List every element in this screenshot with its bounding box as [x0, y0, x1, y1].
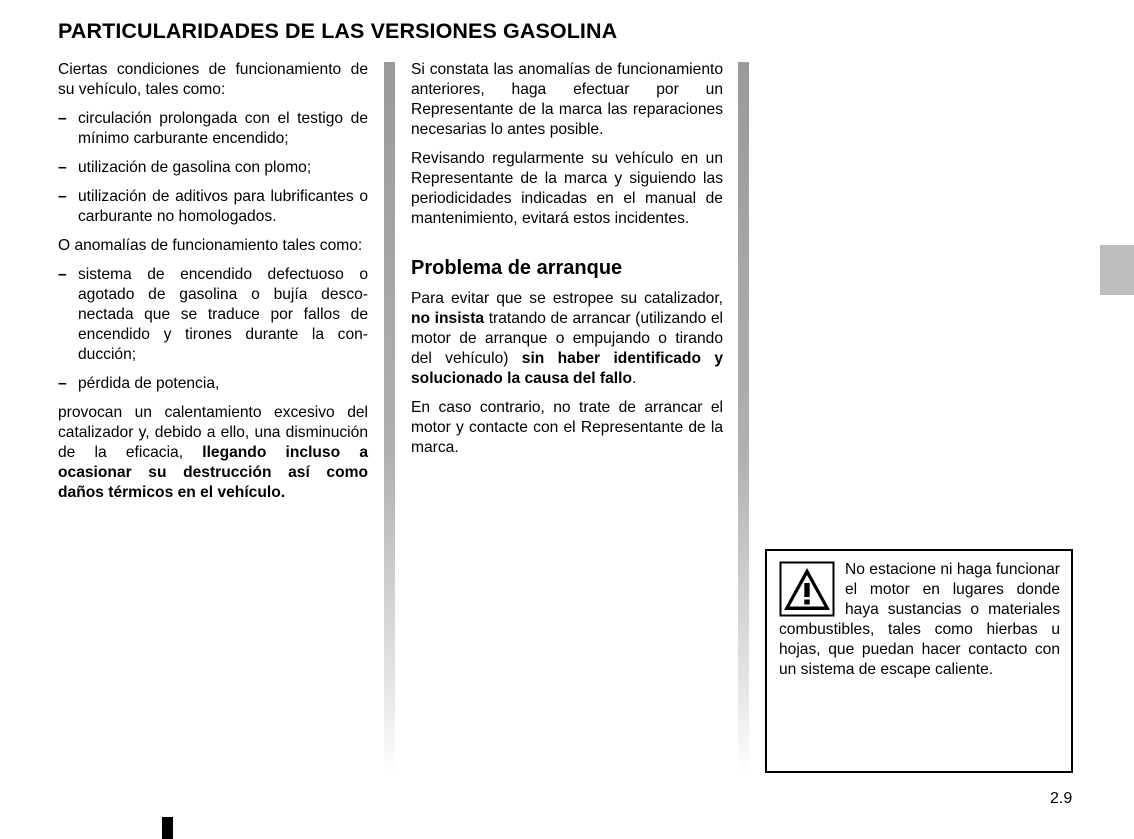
list-item: – pérdida de potencia, — [58, 374, 368, 394]
list-item: – utilización de aditivos para lubrificantes o carburante no homologados. — [58, 187, 368, 227]
consequence-text: provocan un calentamiento excesivo del catalizador y, debido a ello, una disminución de la eficacia, — [58, 404, 368, 461]
list-item: – circulación prolongada con el testigo de mínimo carburante encendido; — [58, 109, 368, 149]
text-span: Para evitar que se estropee su catalizador, — [411, 290, 723, 307]
text-span: tratando de arrancar (utilizando el motor de arranque o empujando o tirando del vehículo) — [411, 310, 723, 367]
page-number: 2.9 — [1050, 790, 1073, 807]
left-column — [58, 60, 368, 512]
warning-text: No estacione ni haga funcionar el motor en lugares donde haya sustancias o materiales combustibles, tales como hierbas u hojas, que puedan hacer contacto con un sistema de escape caliente. — [779, 561, 1060, 678]
section-heading: Problema de arranque — [411, 257, 623, 279]
column-divider — [384, 62, 395, 774]
repair-paragraph: Si constata las anomalías de funcionamiento anteriores, haga efectuar por un Representante de la marca las reparaciones necesarias lo antes posible. — [411, 61, 723, 138]
anomalies-intro: O anomalías de funcionamiento tales como: — [58, 237, 363, 254]
consequence-paragraph — [58, 403, 368, 503]
bold-text: no insista — [411, 310, 485, 327]
list-item: – utilización de gasolina con plomo; — [58, 158, 368, 178]
column-divider — [738, 62, 749, 774]
chapter-tab — [1100, 245, 1134, 295]
middle-column — [411, 60, 723, 467]
text-span: . — [631, 370, 637, 387]
consequence-warning-bold: llegando incluso a ocasionar su destrucción así como daños térmicos en el vehículo. — [58, 444, 368, 501]
page-title: PARTICULARIDADES DE LAS VERSIONES GASOLINA — [58, 19, 618, 43]
bold-text: sin haber identificado y solucionado la causa del fallo — [411, 350, 723, 387]
list-item: – sistema de encendido defectuoso o agotado de gasolina o bujía desconectada que se traduce por fallos de encendido y tirones durante la conducción; — [58, 265, 368, 365]
contact-paragraph: En caso contrario, no trate de arrancar el motor y contacte con el Representante de la marca. — [411, 399, 723, 456]
start-problem-paragraph — [411, 289, 723, 389]
conditions-list — [58, 109, 368, 227]
anomalies-list — [58, 265, 368, 394]
conditions-intro: Ciertas condiciones de funcionamiento de su vehículo, tales como: — [58, 61, 368, 98]
page-edge-marker — [162, 817, 173, 839]
maintenance-paragraph: Revisando regularmente su vehículo en un Representante de la marca y siguiendo las periodicidades indicadas en el manual de mantenimiento, evitará estos incidentes. — [411, 150, 723, 227]
warning-triangle-icon — [779, 561, 835, 617]
warning-box — [765, 549, 1073, 773]
